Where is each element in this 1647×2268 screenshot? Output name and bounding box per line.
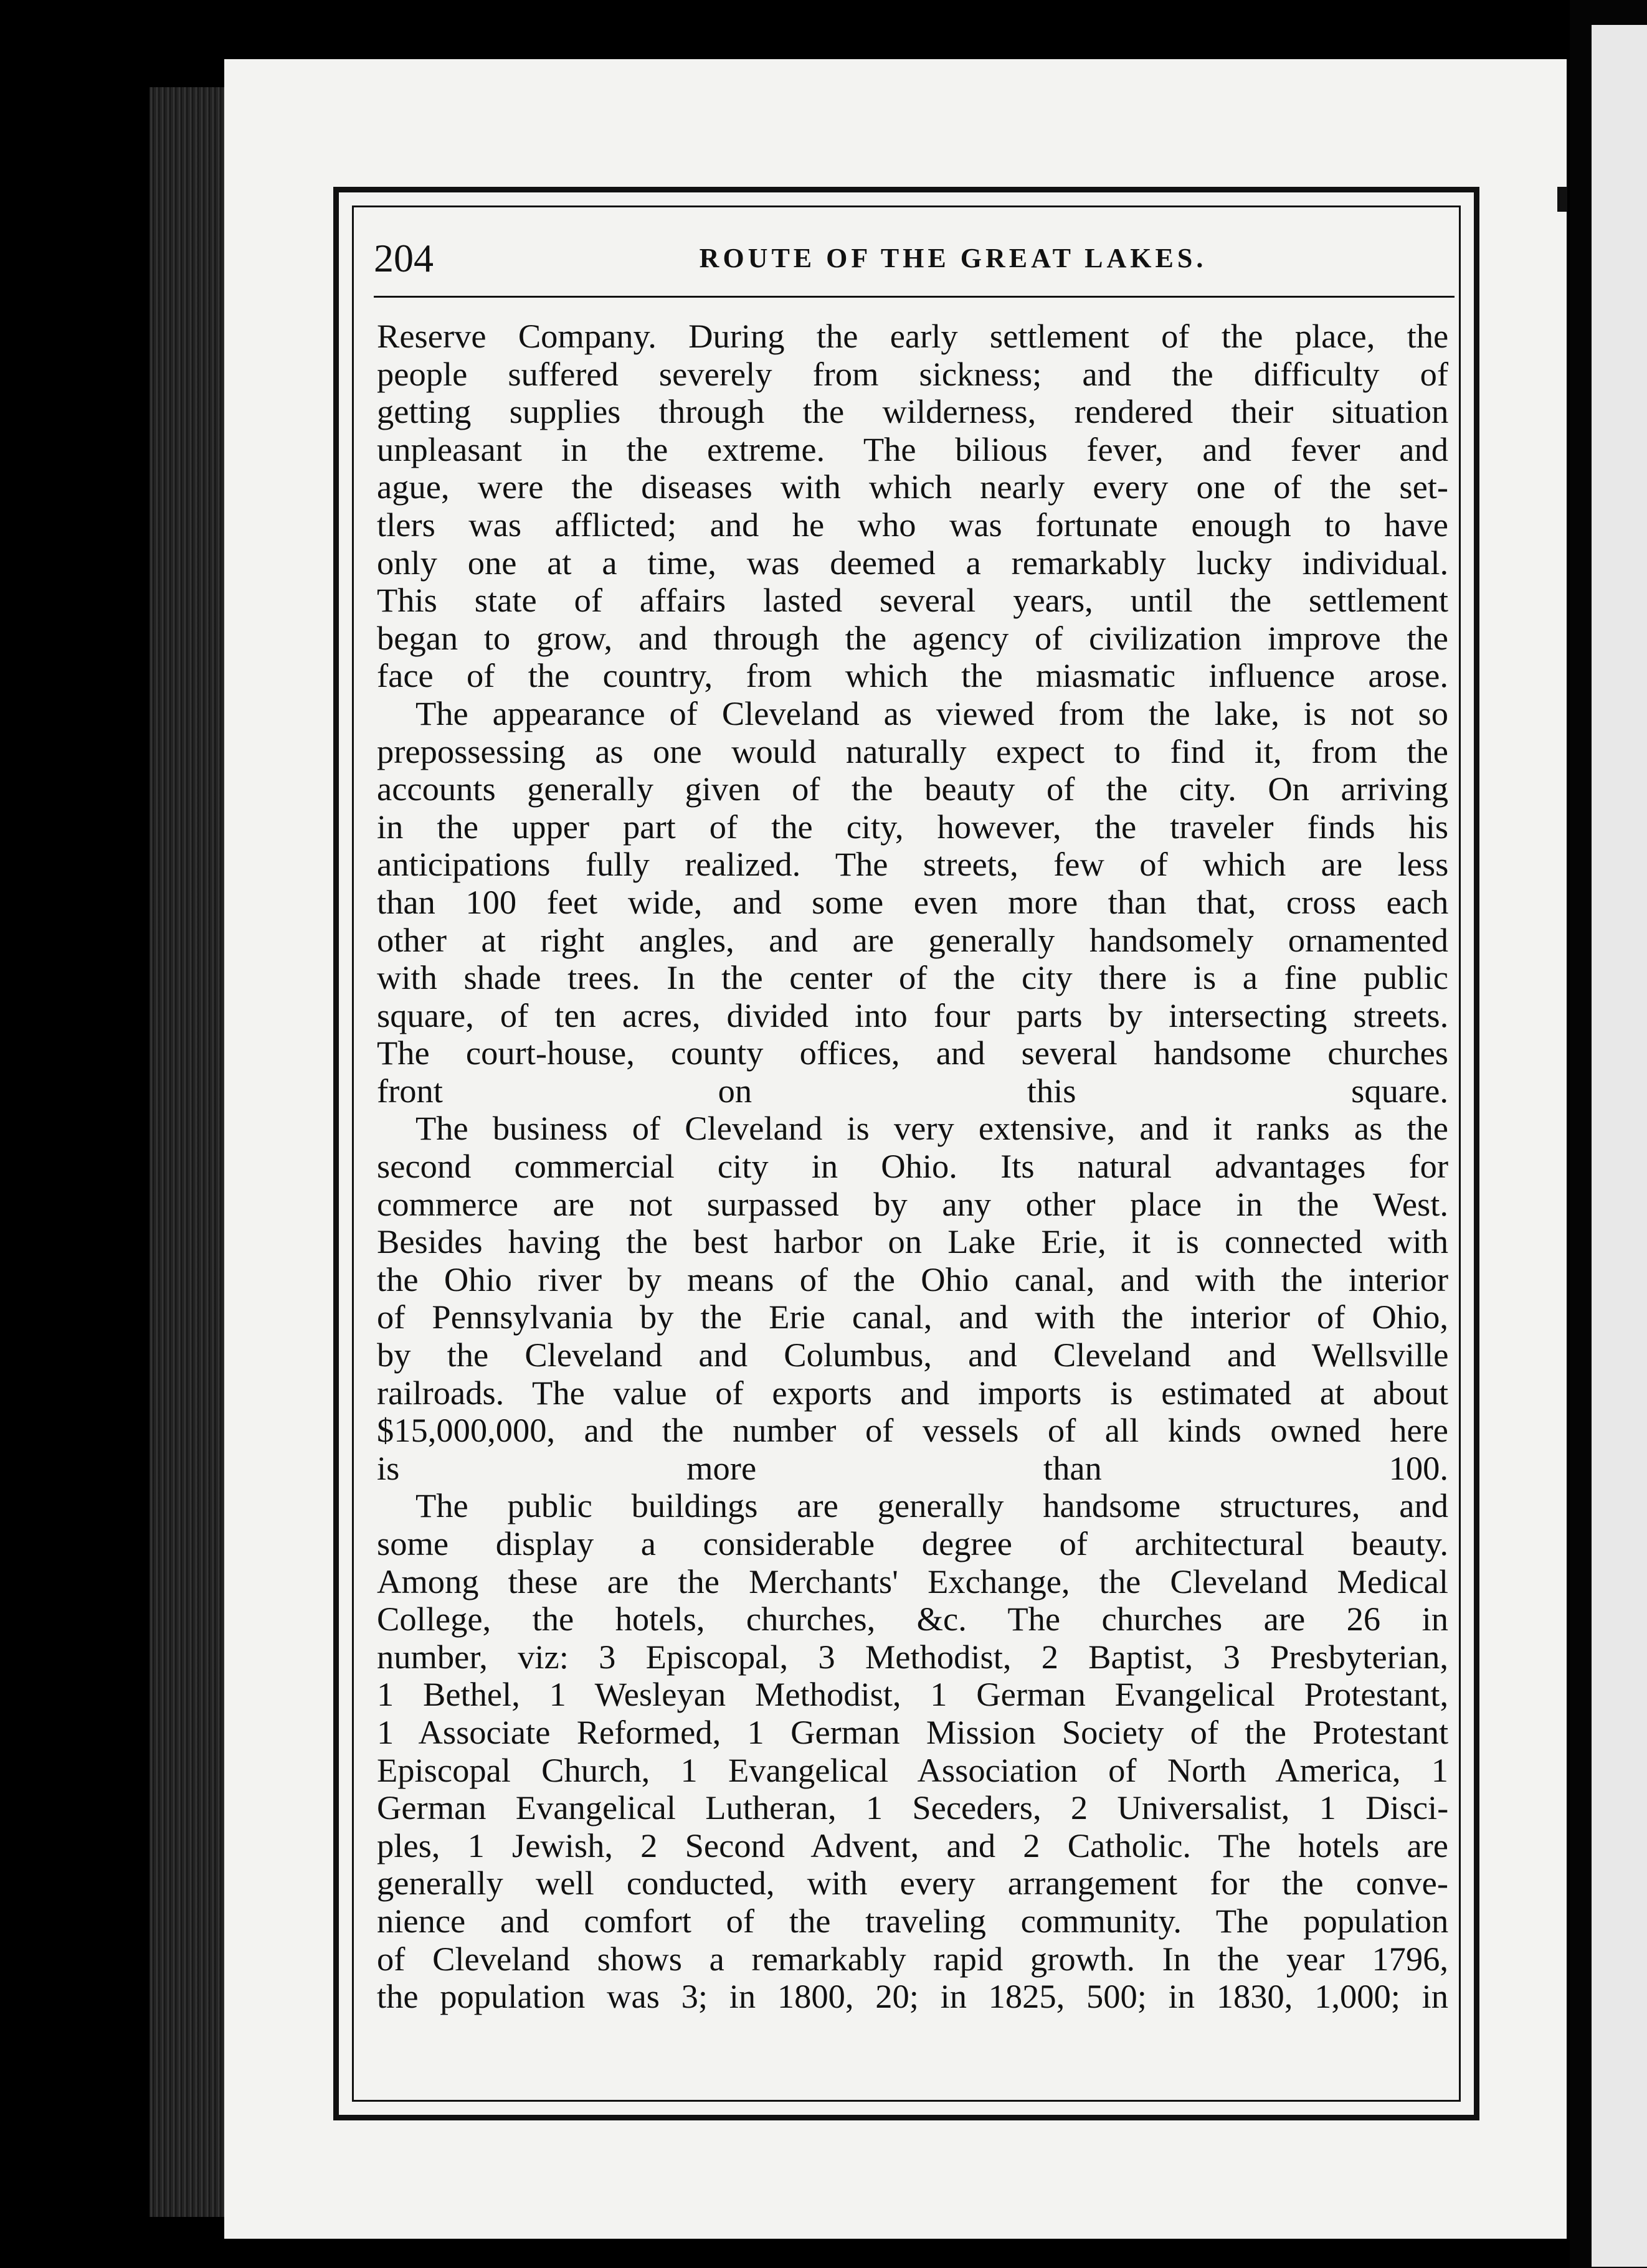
text-line: than 100 feet wide, and some even more than that, cross each: [377, 882, 1448, 921]
text-line: Reserve Company. During the early settlement of the place, the: [377, 318, 1448, 355]
text-line: of Cleveland shows a remarkably rapid growth. In the year 1796,: [377, 1939, 1448, 1978]
text-line: with shade trees. In the center of the city there is a fine public: [377, 958, 1448, 997]
text-line: German Evangelical Lutheran, 1 Seceders, 2 Universalist, 1 Disci-: [377, 1788, 1448, 1827]
text-line: unpleasant in the extreme. The bilious fever, and fever and: [377, 430, 1448, 468]
text-line: is more than 100.: [377, 1448, 1448, 1487]
paragraph: [377, 695, 1448, 1110]
text-line: ples, 1 Jewish, 2 Second Advent, and 2 Catholic. The hotels are: [377, 1826, 1448, 1864]
text-line: in the upper part of the city, however, the traveler finds his: [377, 807, 1448, 846]
text-line: by the Cleveland and Columbus, and Cleveland and Wellsville: [377, 1336, 1448, 1374]
running-title: ROUTE OF THE GREAT LAKES.: [699, 243, 1207, 273]
text-line: getting supplies through the wilderness, rendered their situation: [377, 392, 1448, 431]
text-line: accounts generally given of the beauty of the city. On arriving: [377, 770, 1448, 808]
text-line: the population was 3; in 1800, 20; in 1825, 500; in 1830, 1,000; in: [377, 1977, 1448, 2016]
binding-mark: [1557, 187, 1567, 212]
text-line: 1 Associate Reformed, 1 German Mission Society of the Protestant: [377, 1713, 1448, 1751]
text-line: other at right angles, and are generally handsomely ornamented: [377, 920, 1448, 959]
text-line: tlers was afflicted; and he who was fortunate enough to have: [377, 505, 1448, 544]
text-line: $15,000,000, and the number of vessels of all kinds owned here: [377, 1411, 1448, 1450]
text-line: square, of ten acres, divided into four parts by intersecting streets.: [377, 996, 1448, 1034]
text-line: began to grow, and through the agency of civilization improve the: [377, 618, 1448, 657]
text-line: This state of affairs lasted several years, until the settlement: [377, 581, 1448, 620]
text-line: front on this square.: [377, 1071, 1448, 1110]
text-line: The business of Cleveland is very extensive, and it ranks as the: [415, 1109, 1448, 1148]
text-line: commerce are not surpassed by any other place in the West.: [377, 1184, 1448, 1223]
text-line: Among these are the Merchants' Exchange, the Cleveland Medical: [377, 1562, 1448, 1600]
text-line: face of the country, from which the miasmatic influence arose.: [377, 656, 1448, 695]
text-line: College, the hotels, churches, &c. The churches are 26 in: [377, 1600, 1448, 1638]
text-line: Besides having the best harbor on Lake Erie, it is connected with: [377, 1222, 1448, 1261]
text-line: of Pennsylvania by the Erie canal, and with the interior of Ohio,: [377, 1298, 1448, 1336]
text-line: second commercial city in Ohio. Its natural advantages for: [377, 1147, 1448, 1186]
text-line: generally well conducted, with every arrangement for the conve-: [377, 1864, 1448, 1902]
text-line: ague, were the diseases with which nearly every one of the set-: [377, 468, 1448, 506]
paragraph: [377, 318, 1448, 695]
paragraph: [377, 1110, 1448, 1487]
header-rule: [374, 296, 1455, 298]
text-line: railroads. The value of exports and imports is estimated at about: [377, 1373, 1448, 1412]
text-line: only one at a time, was deemed a remarkably lucky individual.: [377, 543, 1448, 582]
text-line: The appearance of Cleveland as viewed from the lake, is not so: [415, 694, 1448, 732]
text-line: nience and comfort of the traveling community. The population: [377, 1901, 1448, 1940]
running-head: [374, 234, 1458, 283]
text-line: 1 Bethel, 1 Wesleyan Methodist, 1 German Evangelical Protestant,: [377, 1675, 1448, 1714]
page-number: 204: [374, 236, 434, 280]
text-line: number, viz: 3 Episcopal, 3 Methodist, 2 Baptist, 3 Presbyterian,: [377, 1637, 1448, 1676]
paragraph: [377, 1487, 1448, 2015]
text-line: Episcopal Church, 1 Evangelical Association of North America, 1: [377, 1751, 1448, 1789]
facing-page-edge: [1592, 25, 1647, 2267]
text-line: prepossessing as one would naturally expect to find it, from the: [377, 732, 1448, 770]
text-line: The public buildings are generally handsome structures, and: [415, 1486, 1448, 1525]
text-line: The court-house, county offices, and several handsome churches: [377, 1034, 1448, 1072]
text-line: the Ohio river by means of the Ohio canal, and with the interior: [377, 1260, 1448, 1298]
book-page-edges: [150, 87, 230, 2217]
text-line: some display a considerable degree of architectural beauty.: [377, 1524, 1448, 1562]
body-text: [377, 318, 1448, 2080]
text-line: people suffered severely from sickness; and the difficulty of: [377, 354, 1448, 393]
text-line: anticipations fully realized. The streets, few of which are less: [377, 845, 1448, 884]
